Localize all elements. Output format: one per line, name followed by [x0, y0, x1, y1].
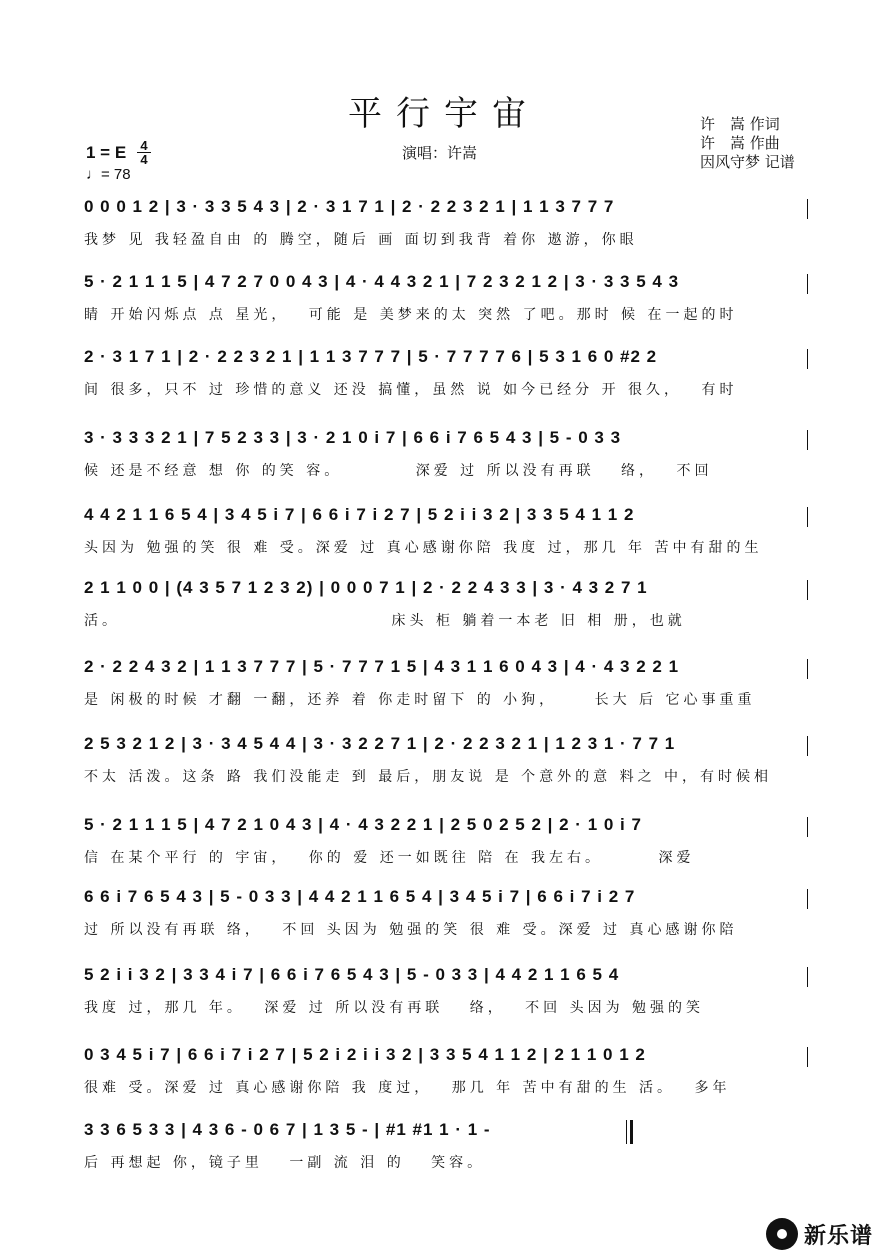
barline — [807, 817, 808, 837]
notation-line: 0 0 0 1 2 | 3 · 3 3 5 4 3 | 2 · 3 1 7 1 | 2 · 2 2 3 2 1 | 1 1 3 7 7 7 — [84, 197, 615, 216]
vinyl-record-icon — [766, 1218, 798, 1250]
barline — [807, 199, 808, 219]
score-system — [84, 505, 808, 569]
lyrics-line: 不太 活泼。这条 路 我们没能走 到 最后，朋友说 是 个意外的意 料之 中，有时候相 — [84, 769, 773, 785]
lyrics-line: 我度 过，那几 年。 深爱 过 所以没有再联 络， 不回 头因为 勉强的笑 — [84, 1000, 705, 1016]
notation-line: 5 · 2 1 1 1 5 | 4 7 2 1 0 4 3 | 4 · 4 3 2 2 1 | 2 5 0 2 5 2 | 2 · 1 0 i 7 — [84, 815, 642, 834]
barline — [807, 1047, 808, 1067]
lyrics-line: 过 所以没有再联 络， 不回 头因为 勉强的笑 很 难 受。深爱 过 真心感谢你陪 — [84, 922, 738, 938]
notation-line: 0 3 4 5 i 7 | 6 6 i 7 i 2 7 | 5 2 i 2 i i 3 2 | 3 3 5 4 1 1 2 | 2 1 1 0 1 2 — [84, 1045, 646, 1064]
lyrics-line: 间 很多，只不 过 珍惜的意义 还没 搞懂，虽然 说 如今已经分 开 很久， 有时 — [84, 382, 738, 398]
score-system — [84, 1120, 808, 1184]
score-system — [84, 347, 808, 411]
barline — [807, 736, 808, 756]
notation-line: 5 · 2 1 1 1 5 | 4 7 2 7 0 0 4 3 | 4 · 4 4 3 2 1 | 7 2 3 2 1 2 | 3 · 3 3 5 4 3 — [84, 272, 680, 291]
barline — [807, 507, 808, 527]
barline — [807, 967, 808, 987]
lyrics-line: 头因为 勉强的笑 很 难 受。深爱 过 真心感谢你陪 我度 过，那几 年 苦中有甜的生 — [84, 540, 763, 556]
singer-credit: 演唱：许嵩 — [402, 144, 478, 162]
barline — [807, 889, 808, 909]
lyrics-line: 候 还是不经意 想 你 的笑 容。 深爱 过 所以没有再联 络， 不回 — [84, 463, 713, 479]
score-system — [84, 272, 808, 336]
quarter-note-icon: ♩ — [86, 166, 101, 183]
composer-credit: 许 嵩 作曲 — [700, 134, 780, 152]
lyrics-line: 我梦 见 我轻盈自由 的 腾空，随后 画 面切到我背 着你 遨游，你眼 — [84, 232, 638, 248]
tempo-marking — [86, 166, 131, 183]
barline — [807, 430, 808, 450]
notation-line: 2 · 2 2 4 3 2 | 1 1 3 7 7 7 | 5 · 7 7 7 1 5 | 4 3 1 1 6 0 4 3 | 4 · 4 3 2 2 1 — [84, 657, 680, 676]
notation-line: 2 · 3 1 7 1 | 2 · 2 2 3 2 1 | 1 1 3 7 7 7 | 5 · 7 7 7 7 6 | 5 3 1 6 0 #2 2 — [84, 347, 658, 366]
time-signature-denominator: 4 — [140, 152, 148, 167]
lyrics-line: 睛 开始闪烁点 点 星光， 可能 是 美梦来的太 突然 了吧。那时 候 在一起的时 — [84, 307, 738, 323]
score-system — [84, 578, 808, 642]
notation-line: 2 1 1 0 0 | (4 3 5 7 1 2 3 2) | 0 0 0 7 1 | 2 · 2 2 4 3 3 | 3 · 4 3 2 7 1 — [84, 578, 648, 597]
lyrics-line: 信 在某个平行 的 宇宙， 你的 爱 还一如既往 陪 在 我左右。 深爱 — [84, 850, 695, 866]
tempo-value: = 78 — [101, 166, 131, 183]
lyrics-line: 是 闲极的时候 才翻 一翻，还养 着 你走时留下 的 小狗， 长大 后 它心事重重 — [84, 692, 756, 708]
notation-line: 5 2 i i 3 2 | 3 3 4 i 7 | 6 6 i 7 6 5 4 3 | 5 - 0 3 3 | 4 4 2 1 1 6 5 4 — [84, 965, 620, 984]
notation-line: 3 · 3 3 3 2 1 | 7 5 2 3 3 | 3 · 2 1 0 i 7 | 6 6 i 7 6 5 4 3 | 5 - 0 3 3 — [84, 428, 622, 447]
barline — [807, 580, 808, 600]
time-signature — [137, 140, 151, 165]
notation-line: 6 6 i 7 6 5 4 3 | 5 - 0 3 3 | 4 4 2 1 1 6 5 4 | 3 4 5 i 7 | 6 6 i 7 i 2 7 — [84, 887, 636, 906]
brand-logo — [766, 1214, 884, 1254]
score-system — [84, 1045, 808, 1109]
score-system — [84, 197, 808, 261]
lyrics-line: 后 再想起 你，镜子里 一副 流 泪 的 笑容。 — [84, 1155, 486, 1171]
notation-line: 3 3 6 5 3 3 | 4 3 6 - 0 6 7 | 1 3 5 - | #1 #1 1 · 1 - — [84, 1120, 491, 1139]
lyricist-credit: 许 嵩 作词 — [700, 115, 780, 133]
barline — [807, 274, 808, 294]
final-barline — [626, 1120, 633, 1144]
score-system — [84, 428, 808, 492]
brand-name: 新乐谱 — [804, 1223, 874, 1249]
key-signature: 1 = E — [86, 143, 127, 162]
song-title: 平行宇宙 — [348, 94, 540, 134]
lyrics-line: 很难 受。深爱 过 真心感谢你陪 我 度过， 那几 年 苦中有甜的生 活。 多年 — [84, 1080, 731, 1096]
score-system — [84, 965, 808, 1029]
score-system — [84, 887, 808, 951]
notation-line: 2 5 3 2 1 2 | 3 · 3 4 5 4 4 | 3 · 3 2 2 7 1 | 2 · 2 2 3 2 1 | 1 2 3 1 · 7 7 1 — [84, 734, 676, 753]
score-system — [84, 657, 808, 721]
score-system — [84, 734, 808, 798]
notation-line: 4 4 2 1 1 6 5 4 | 3 4 5 i 7 | 6 6 i 7 i 2 7 | 5 2 i i 3 2 | 3 3 5 4 1 1 2 — [84, 505, 635, 524]
time-signature-numerator: 4 — [140, 138, 148, 153]
lyrics-line: 活。 床头 柜 躺着一本老 旧 相 册，也就 — [84, 613, 686, 629]
score-system — [84, 815, 808, 879]
transcriber-credit: 因风守梦 记谱 — [700, 153, 795, 171]
barline — [807, 349, 808, 369]
barline — [807, 659, 808, 679]
